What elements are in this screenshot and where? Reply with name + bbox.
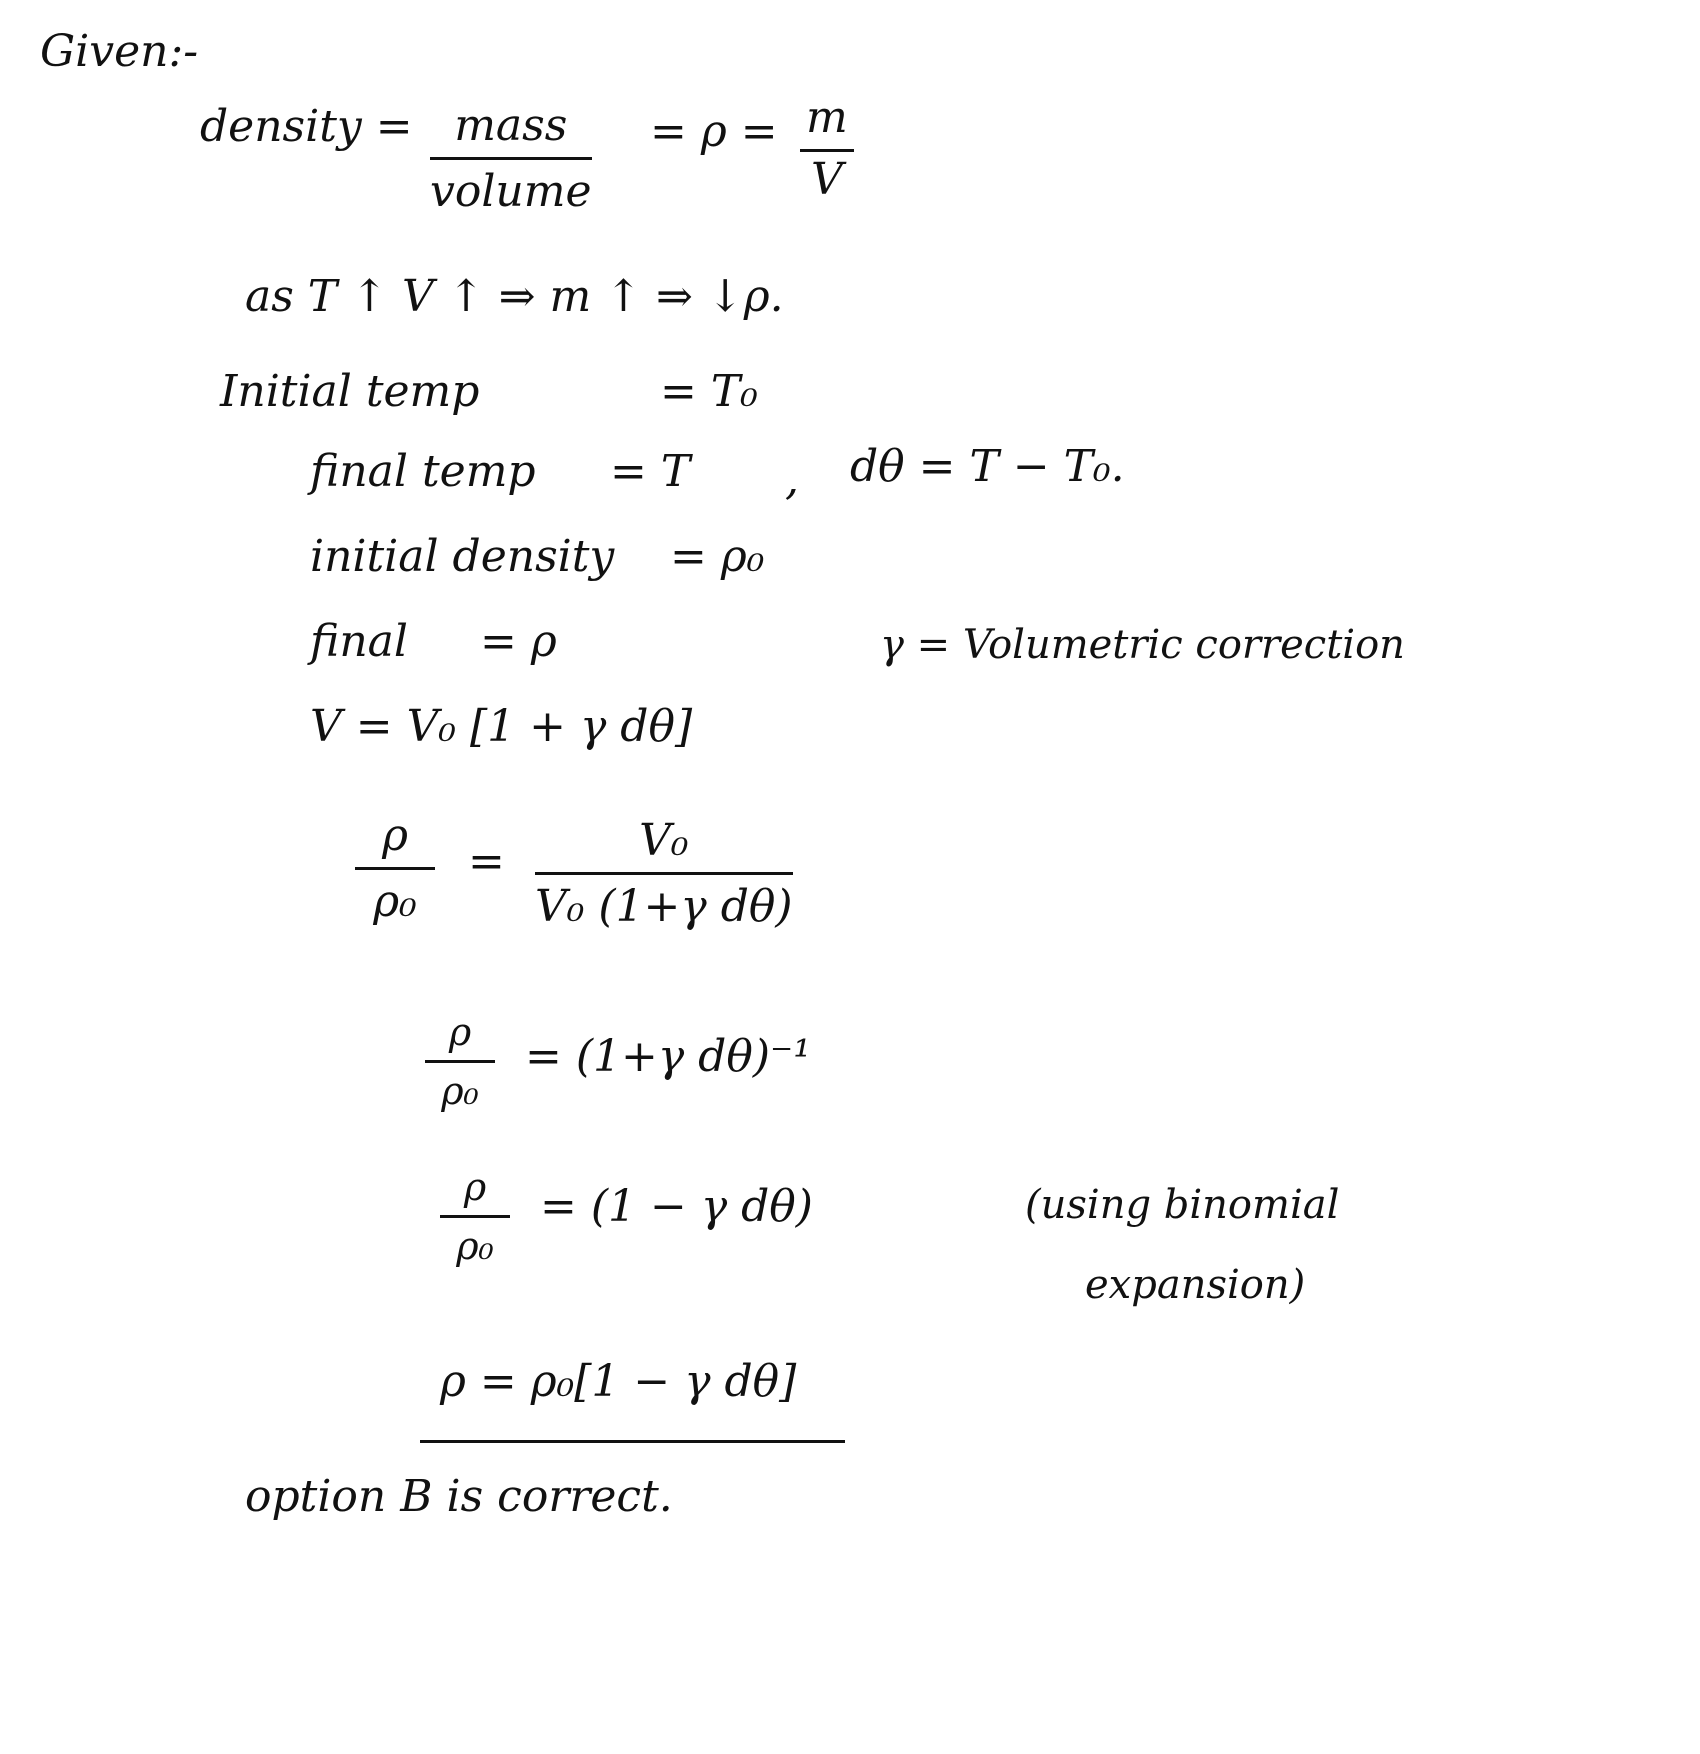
final-density-value: = ρ — [480, 616, 557, 667]
rho-text: ρ — [463, 1165, 487, 1209]
initial-density-label: initial density — [310, 531, 615, 582]
final-temp-label: final temp — [310, 446, 536, 497]
dtheta-definition: dθ = T − T₀. — [850, 441, 1125, 492]
relation-line: as T ↑ V ↑ ⇒ m ↑ ⇒ ↓ρ. — [245, 271, 784, 322]
gamma-note: γ = Volumetric correction — [880, 622, 1405, 668]
binomial-note-line2: expansion) — [1085, 1262, 1306, 1308]
result-underline — [420, 1440, 845, 1443]
rho0-text: ρ₀ — [456, 1224, 494, 1268]
m-text: m — [806, 92, 848, 143]
rho-over-rho0-3 — [440, 1165, 510, 1268]
initial-temp-label: Initial temp — [220, 366, 480, 417]
rho0-text: ρ₀ — [373, 876, 417, 927]
rho-text: ρ — [382, 810, 408, 861]
initial-density-value: = ρ₀ — [670, 531, 765, 582]
m-over-v — [800, 92, 854, 205]
volume-text: volume — [430, 166, 592, 217]
mass-over-volume — [430, 100, 592, 217]
v0-text: V₀ — [639, 815, 689, 866]
mass-text: mass — [454, 100, 568, 151]
conclusion-text: option B is correct. — [245, 1471, 673, 1522]
final-result: ρ = ρ₀[1 − γ dθ] — [440, 1356, 797, 1407]
v-text: V — [810, 154, 843, 205]
v0-fraction — [535, 815, 793, 932]
density-label: density = — [200, 101, 413, 152]
volume-equation: V = V₀ [1 + γ dθ] — [310, 701, 693, 752]
rho-over-rho0-1 — [355, 810, 435, 927]
final-temp-value: = T — [610, 446, 691, 497]
equals-sign: = — [468, 836, 505, 887]
binomial-note-line1: (using binomial — [1025, 1182, 1340, 1228]
comma-separator: , — [785, 454, 799, 505]
binomial-result: = (1 − γ dθ) — [540, 1181, 813, 1232]
initial-temp-value: = T₀ — [660, 366, 758, 417]
rho-text: ρ — [448, 1010, 472, 1054]
rho-equals: = ρ = — [650, 106, 778, 157]
rho0-text: ρ₀ — [441, 1069, 479, 1113]
final-density-label: final — [310, 616, 408, 667]
given-heading: Given:- — [40, 26, 199, 77]
inverse-expression: = (1+γ dθ)⁻¹ — [525, 1031, 811, 1082]
rho-over-rho0-2 — [425, 1010, 495, 1113]
v0-expansion-text: V₀ (1+γ dθ) — [535, 881, 793, 932]
